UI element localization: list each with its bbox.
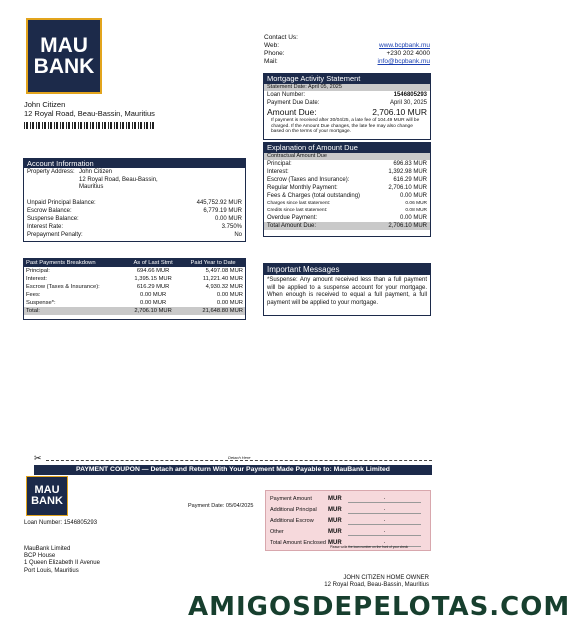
contact-mail-label: Mail:	[264, 58, 278, 65]
explanation-label: Principal:	[267, 161, 292, 167]
messages-title: Important Messages	[264, 264, 430, 275]
coupon-title: PAYMENT COUPON — Detach and Return With Your Payment Made Payable to: MauBank Limited	[34, 465, 432, 475]
payment-line-currency: MUR	[328, 506, 342, 513]
amount-due-label: Amount Due:	[267, 107, 317, 117]
payment-line-label: Additional Principal	[270, 506, 317, 513]
logo-line1: MAU	[40, 34, 88, 57]
explanation-total-label: Total Amount Due:	[267, 223, 317, 229]
payment-line-currency: MUR	[328, 495, 342, 502]
explanation-value: 0.08 MUR	[405, 208, 427, 213]
customer-name: John Citizen	[24, 100, 66, 109]
additional-escrow-input[interactable]: .	[348, 517, 421, 525]
account-label: Interest Rate:	[27, 223, 64, 230]
explanation-value: 696.83 MUR	[393, 161, 427, 167]
bank-address	[24, 546, 100, 575]
table-cell: 11,221.40 MUR	[202, 276, 243, 282]
account-row	[24, 207, 245, 215]
table-cell: 0.00 MUR	[216, 292, 243, 298]
past-payments-header	[24, 259, 245, 267]
table-cell: 4,930.32 MUR	[205, 284, 243, 290]
explanation-value: 0.00 MUR	[399, 215, 427, 221]
watermark: AMIGOSDEPELOTAS.COM	[188, 592, 570, 622]
contact-web	[264, 42, 430, 50]
explanation-label: Charges since last statement:	[267, 201, 331, 206]
explanation-row	[264, 176, 430, 184]
explanation-label: Overdue Payment:	[267, 215, 318, 221]
account-label: Prepayment Penalty:	[27, 231, 83, 238]
payment-due-label: Payment Due Date:	[267, 100, 320, 106]
customer-block	[24, 100, 204, 129]
table-cell: 0.00 MUR	[140, 300, 167, 306]
statement-title: Mortgage Activity Statement	[264, 74, 430, 84]
contact-web-link[interactable]: www.bcpbank.mu	[379, 42, 430, 49]
loan-number-value: 1546805293	[393, 92, 427, 98]
contact-phone-label: Phone:	[264, 50, 285, 57]
property-line: John Citizen	[79, 169, 113, 175]
logo-line2: BANK	[33, 55, 95, 78]
barcode	[24, 122, 156, 129]
table-row	[24, 291, 245, 299]
explanation-label: Regular Monthly Payment:	[267, 185, 338, 191]
explanation-label: Escrow (Taxes and Insurance):	[267, 177, 350, 183]
past-header-ytd: Paid Year to Date	[190, 260, 236, 266]
explanation-value: 2,706.10 MUR	[388, 185, 427, 191]
table-row	[24, 299, 245, 307]
contact-block	[264, 34, 430, 66]
coupon-payment-date: Payment Date: 05/04/2025	[188, 503, 254, 509]
table-cell: 2,706.10 MUR	[134, 308, 172, 314]
payment-due-value: April 30, 2025	[389, 100, 427, 106]
payment-due-row	[264, 99, 430, 107]
past-header-title: Past Payments Breakdown	[26, 260, 96, 266]
explanation-box	[263, 142, 431, 237]
account-value: 3.750%	[221, 223, 242, 230]
contact-mail-link[interactable]: info@bcpbank.mu	[377, 58, 430, 65]
amount-due-row	[264, 107, 430, 118]
table-cell: Principal:	[26, 268, 50, 274]
contact-phone-value: +230 202 4000	[386, 50, 430, 57]
account-row	[24, 231, 245, 239]
payment-line	[270, 526, 427, 537]
account-row	[24, 215, 245, 223]
cut-line	[34, 453, 432, 463]
messages-box	[263, 263, 431, 316]
past-header-last: As of Last Stmt	[133, 260, 173, 266]
explanation-row	[264, 207, 430, 214]
explanation-total-row	[264, 222, 430, 230]
explanation-label: Interest:	[267, 169, 289, 175]
payment-line-label: Payment Amount	[270, 495, 312, 502]
account-value: No	[234, 231, 242, 238]
table-cell: Escrow (Taxes & Insurance):	[26, 284, 100, 290]
account-value: 6,779.19 MUR	[203, 207, 242, 214]
payment-line-label: Additional Escrow	[270, 517, 314, 524]
explanation-row	[264, 168, 430, 176]
property-address-row	[24, 168, 245, 193]
logo-line2: BANK	[31, 495, 63, 507]
account-title: Account Information	[24, 159, 245, 168]
explanation-label: Fees & Charges (total outstanding)	[267, 193, 361, 199]
payment-line-label: Total Amount Enclosed	[270, 539, 326, 546]
amount-due-value: 2,706.10 MUR	[372, 107, 427, 117]
table-cell: 5,497.08 MUR	[205, 268, 243, 274]
table-total-row	[24, 307, 245, 315]
account-value: 0.00 MUR	[214, 215, 242, 222]
explanation-row	[264, 160, 430, 168]
contact-title: Contact Us:	[264, 34, 298, 41]
account-label: Unpaid Principal Balance:	[27, 199, 96, 206]
owner-name: JOHN CITIZEN HOME OWNER	[343, 575, 429, 581]
payment-line-label: Other	[270, 528, 284, 535]
contact-phone	[264, 50, 430, 58]
payment-line	[270, 515, 427, 526]
table-cell: 694.66 MUR	[136, 268, 170, 274]
account-value: 445,752.92 MUR	[196, 199, 242, 206]
cut-label: Detach Here	[228, 455, 251, 460]
owner-block	[324, 575, 429, 589]
bank-address-line: MauBank Limited	[24, 546, 71, 552]
contact-mail	[264, 58, 430, 66]
explanation-row	[264, 184, 430, 192]
explanation-value: 0.00 MUR	[399, 193, 427, 199]
dashed-divider	[46, 460, 432, 461]
bank-address-line: BCP House	[24, 553, 56, 560]
table-cell: 0.00 MUR	[216, 300, 243, 306]
table-cell: 0.00 MUR	[140, 292, 167, 298]
table-cell: Interest:	[26, 276, 47, 282]
scissors-icon: ✂	[34, 453, 42, 463]
late-fee-note: If payment is received after 30/04/25, a late fee of 104.49 MUR will be charged. If the Amount Due changes, the late fee may also change based on the terms of your mortgage.	[271, 118, 420, 134]
table-cell: Total:	[26, 308, 40, 314]
account-row	[24, 223, 245, 231]
table-cell: 1,395.15 MUR	[134, 276, 172, 282]
account-row	[24, 199, 245, 207]
table-row	[24, 267, 245, 275]
payment-amount-input[interactable]: .	[348, 495, 421, 503]
bank-address-line: 1 Queen Elizabeth II Avenue	[24, 560, 100, 567]
account-label: Escrow Balance:	[27, 207, 72, 214]
property-line: Mauritius	[79, 184, 104, 190]
explanation-title: Explanation of Amount Due	[264, 143, 430, 153]
statement-date: Statement Date: April 05, 2025	[264, 84, 430, 91]
explanation-row	[264, 200, 430, 207]
table-row	[24, 275, 245, 283]
table-cell: Suspense*:	[26, 300, 56, 306]
payment-form	[265, 490, 431, 551]
property-line: 12 Royal Road, Beau-Bassin,	[79, 176, 158, 183]
table-cell: 21,648.80 MUR	[202, 308, 243, 314]
payment-line	[270, 504, 427, 515]
customer-address: 12 Royal Road, Beau-Bassin, Mauritius	[24, 109, 155, 118]
payment-line-currency: MUR	[328, 517, 342, 524]
coupon-loan-number: Loan Number: 1546805293	[24, 520, 98, 526]
explanation-total-value: 2,706.10 MUR	[388, 223, 427, 229]
additional-principal-input[interactable]: .	[348, 506, 421, 514]
explanation-value: 1,392.98 MUR	[388, 169, 427, 175]
explanation-subtitle: Contractual Amount Due	[264, 153, 430, 160]
coupon-logo	[26, 476, 68, 516]
logo-line1: MAU	[34, 484, 60, 496]
property-address-label: Property Address:	[27, 169, 75, 175]
bank-address-line: Port Louis, Mauritius	[24, 567, 79, 574]
maubank-logo	[26, 18, 102, 94]
messages-body: *Suspense: Any amount received less than a full payment will be applied to a suspense account for your mortgage. When enough is received to equal a full payment, a full payment will be applied to your mortgage.	[267, 277, 427, 306]
total-enclosed-input[interactable]: .	[348, 539, 421, 547]
explanation-value: 616.29 MUR	[393, 177, 427, 183]
payment-line-currency: MUR	[328, 539, 342, 546]
other-input[interactable]: .	[348, 528, 421, 536]
table-cell: 616.29 MUR	[136, 284, 170, 290]
account-box	[23, 158, 246, 242]
loan-number-row	[264, 91, 430, 99]
owner-address: 12 Royal Road, Beau-Bassin, Mauritius	[324, 582, 429, 589]
loan-number-label: Loan Number:	[267, 92, 306, 98]
explanation-label: Credits since last statement:	[267, 208, 328, 213]
past-payments-table	[23, 258, 246, 320]
table-row	[24, 283, 245, 291]
table-cell: Fees:	[26, 292, 41, 298]
statement-box	[263, 73, 431, 140]
explanation-value: 0.06 MUR	[405, 201, 427, 206]
contact-web-label: Web:	[264, 42, 280, 49]
payment-line-currency: MUR	[328, 528, 342, 535]
coupon-footnote: Please write the loan number on the front of your check	[330, 545, 409, 549]
account-label: Suspense Balance:	[27, 215, 79, 222]
explanation-row	[264, 192, 430, 200]
explanation-row	[264, 214, 430, 222]
payment-line	[270, 493, 427, 504]
